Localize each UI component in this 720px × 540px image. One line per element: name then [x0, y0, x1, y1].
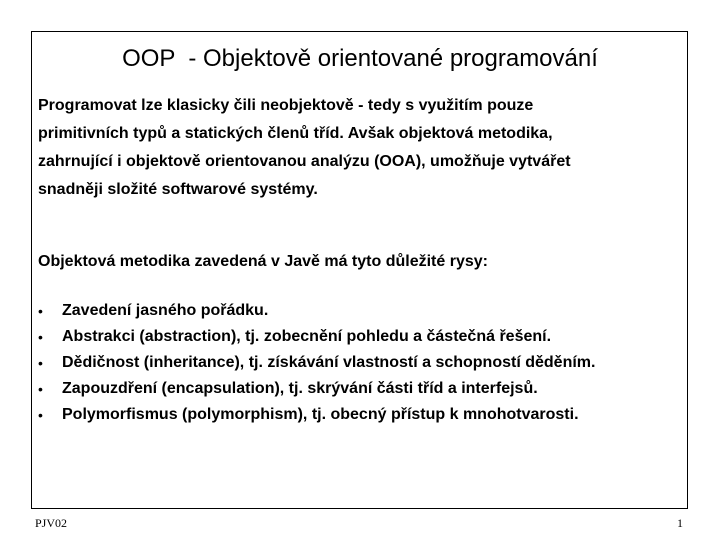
list-item [38, 350, 688, 376]
list-item [38, 298, 688, 324]
list-item [38, 402, 688, 428]
bullet-icon: • [38, 303, 43, 319]
features-lead: Objektová metodika zavedená v Javě má tyto důležité rysy: [38, 253, 488, 270]
bullet-icon: • [38, 329, 43, 345]
list-item [38, 324, 688, 350]
intro-paragraph [38, 92, 678, 204]
intro-line: snadněji složité softwarové systémy. [38, 181, 318, 198]
footer-course-label: PJV02 [35, 516, 68, 530]
footer-page-number: 1 [677, 516, 683, 530]
intro-line: Programovat lze klasicky čili neobjektově - tedy s využitím pouze [38, 97, 534, 114]
feature-text: Dědičnost (inheritance), tj. získávání vlastností a schopností děděním. [62, 354, 596, 371]
intro-line: primitivních typů a statických členů tříd. Avšak objektová metodika, [38, 125, 553, 142]
feature-text: Zavedení jasného pořádku. [62, 302, 269, 319]
bullet-icon: • [38, 407, 43, 423]
bullet-icon: • [38, 381, 43, 397]
feature-text: Zapouzdření (encapsulation), tj. skrývání části tříd a interfejsů. [62, 380, 538, 397]
feature-text: Polymorfismus (polymorphism), tj. obecný přístup k mnohotvarosti. [62, 406, 579, 423]
list-item [38, 376, 688, 402]
title-prefix: OOP [122, 45, 175, 72]
intro-line: zahrnující i objektově orientovanou analýzu (OOA), umožňuje vytvářet [38, 153, 571, 170]
features-list [38, 298, 688, 428]
slide-title [0, 44, 720, 74]
bullet-icon: • [38, 355, 43, 371]
title-rest: - Objektově orientované programování [175, 45, 598, 72]
feature-text: Abstrakci (abstraction), tj. zobecnění pohledu a částečná řešení. [62, 328, 552, 345]
